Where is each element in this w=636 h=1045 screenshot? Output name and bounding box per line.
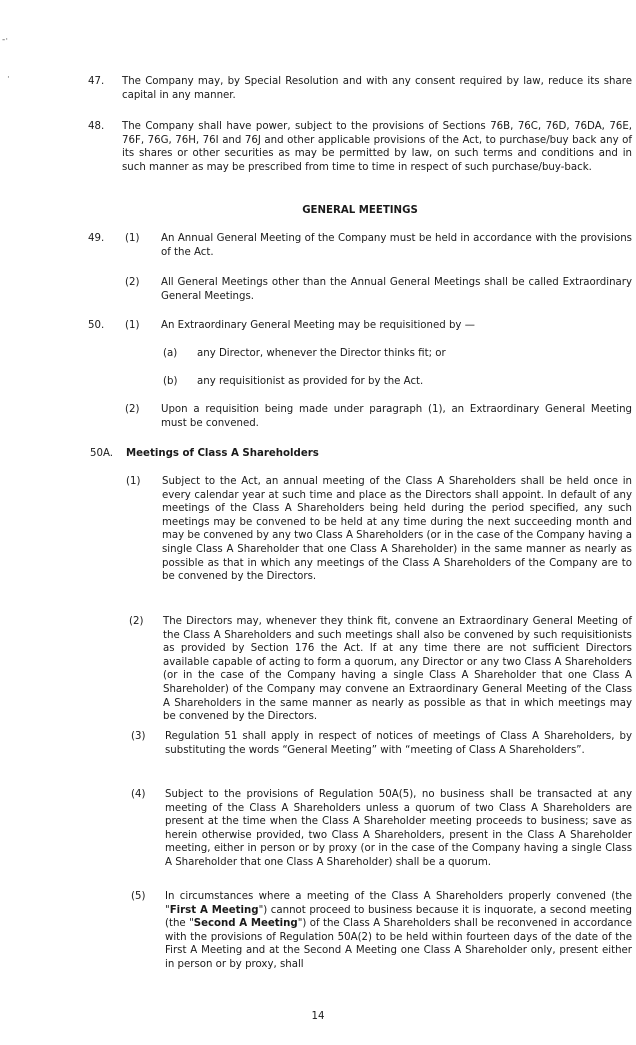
clause-50-1-number: (1) [125,320,140,331]
clause-50-2-number: (2) [125,404,140,415]
clause-50A-3-number: (3) [131,731,146,742]
clause-50A-5-number: (5) [131,891,146,902]
clause-48-number: 48. [88,121,105,132]
clause-50A-title: Meetings of Class A Shareholders [126,448,319,459]
clause-50A-5-text-part: ") cannot proceed to business because it is inquorate, a second meeting (the " [165,904,632,930]
clause-47-number: 47. [88,76,105,87]
clause-50A-2-number: (2) [129,616,144,627]
clause-50A-2-text: The Directors may, whenever they think fit, convene an Extraordinary General Meeting of the Class A Shareholders and such meetings shall also be convened by such requisitionists as provided by Section 176 the Act. If at any time there are not sufficient Directors available capable of acting to form a quorum, any Director or any two Class A Shareholders (or in the case of the Company having a single Class A Shareholder that one Class A Shareholder) of the Company may convene an Extraordinary General Meeting of the Class A Shareholders in the same manner as nearly as possible as that in which meetings may be convened by the Directors. [163,616,632,723]
defined-term-first-a-meeting: First A Meeting [169,904,259,916]
clause-50A-4-text: Subject to the provisions of Regulation 50A(5), no business shall be transacted at any meeting of the Class A Shareholders unless a quorum of two Class A Shareholders are present at the time when the Class A Shareholder meeting proceeds to business; save as herein otherwise provided, two Class A Shareholders, present in the Class A Shareholder meeting, either in person or by proxy (or in the case of the Company having a single Class A Shareholder that one Class A Shareholder) shall be a quorum. [165,789,632,868]
clause-50-2-text: Upon a requisition being made under paragraph (1), an Extraordinary General Meeting must be convened. [161,404,632,429]
clause-50A-3-text: Regulation 51 shall apply in respect of notices of meetings of Class A Shareholders, by substituting the words “General Meeting” with “meeting of Class A Shareholders”. [165,731,632,756]
clause-49-2-number: (2) [125,277,140,288]
clause-49-1-text: An Annual General Meeting of the Company must be held in accordance with the provisions of the Act. [161,233,632,258]
clause-50-a-text: any Director, whenever the Director thinks fit; or [197,348,446,359]
clause-49-2-text: All General Meetings other than the Annual General Meetings shall be called Extraordinary General Meetings. [161,277,632,302]
clause-50-b-text: any requisitionist as provided for by the Act. [197,376,424,387]
section-heading-general-meetings: GENERAL MEETINGS [302,205,418,216]
clause-50-b-number: (b) [163,376,178,387]
page-number: 14 [311,1011,325,1022]
clause-50A-1-text: Subject to the Act, an annual meeting of the Class A Shareholders shall be held once in every calendar year at such time and place as the Directors shall appoint. In default of any meetings of the Class A Shareholders being held during the period specified, any such meetings may be convened to be held at any time during the next succeeding month and may be convened by any two Class A Shareholders (or in the case of the Company having a single Class A Shareholder that one Class A Shareholder) in the same manner as nearly as possible as that in which any meetings of the Class A Shareholders of the Company are to be convened by the Directors. [162,476,633,583]
clause-50A-number: 50A. [90,448,113,459]
clause-47-text: The Company may, by Special Resolution and with any consent required by law, reduce its share capital in any manner. [122,76,632,101]
clause-50-number: 50. [88,320,105,331]
clause-50A-5-text-part: ") of the Class A Shareholders shall be reconvened in accordance with the provisions of Regulation 50A(2) to be held within fourteen days of the date of the First A Meeting and at the Second A Meeting one Class A Shareholder only, present either in person or by proxy, shall [165,918,633,970]
clause-50A-5-text-part: In circumstances where a meeting of the Class A Shareholders properly convened (the " [165,891,632,916]
clause-50-a-number: (a) [163,348,178,359]
clause-50-1-text: An Extraordinary General Meeting may be requisitioned by — [161,320,475,331]
clause-50A-1-number: (1) [126,476,141,487]
clause-50A-5-text [165,890,632,972]
clause-50A-4-number: (4) [131,789,146,800]
margin-mark: · [7,73,10,83]
clause-49-1-number: (1) [125,233,140,244]
margin-mark: -· [2,35,9,45]
defined-term-second-a-meeting: Second A Meeting [193,918,298,930]
clause-48-text: The Company shall have power, subject to the provisions of Sections 76B, 76C, 76D, 76DA, 76E, 76F, 76G, 76H, 76I and 76J and other applicable provisions of the Act, to purchase/buy back any of its shares or other securities as may be permitted by law, on such terms and conditions and in such manner as may be prescribed from time to time in respect of such purchase/buy-back. [122,121,632,173]
clause-49-number: 49. [88,233,105,244]
